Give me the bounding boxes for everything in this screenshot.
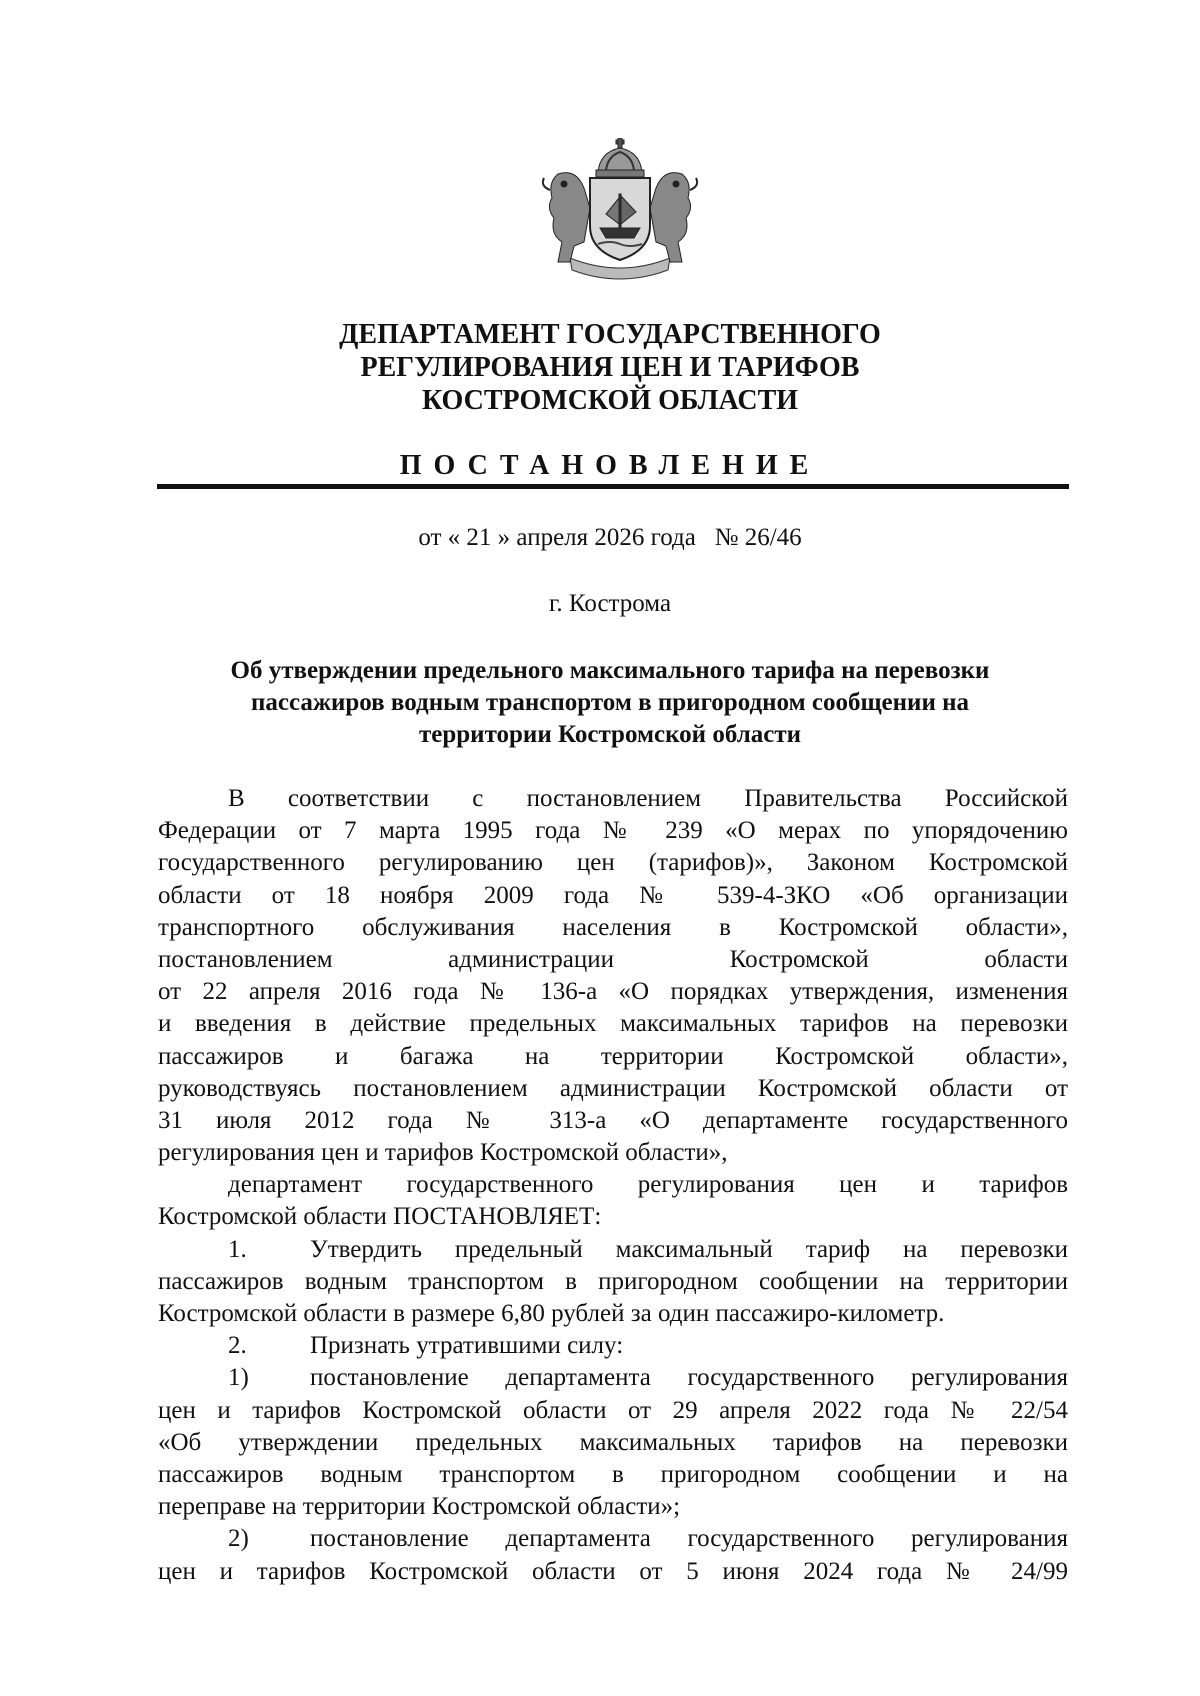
resolve-line-1: департамент государственного регулирования цен и тарифов	[228, 1171, 1068, 1199]
item-2	[158, 1330, 1068, 1362]
item-1-line-1: Утвердить предельный максимальный тариф на перевозки	[310, 1235, 1068, 1263]
document-date-number: от « 21 » апреля 2026 года № 26/46	[418, 524, 802, 551]
resolve-line-2: Костромской области ПОСТАНОВЛЯЕТ:	[158, 1203, 602, 1231]
department-line-2: РЕГУЛИРОВАНИЯ ЦЕН И ТАРИФОВ	[360, 352, 860, 383]
item-1	[158, 1234, 1068, 1266]
preamble-line-3: государственного регулированию цен (тарифов)», Законом Костромской	[158, 849, 1068, 877]
subitem-1-number: 1)	[228, 1364, 249, 1392]
subitem-1-line-5: переправе на территории Костромской области»;	[158, 1493, 681, 1521]
item-2-text: Признать утратившими силу:	[310, 1332, 624, 1360]
subitem-1-line-3: «Об утверждении предельных максимальных тарифов на перевозки	[158, 1428, 1068, 1456]
subitem-2-line-1: постановление департамента государственного регулирования	[310, 1525, 1068, 1553]
item-2-number: 2.	[228, 1332, 247, 1360]
preamble-line-5: транспортного обслуживания населения в Костромской области»,	[158, 913, 1068, 941]
preamble-line-12: регулирования цен и тарифов Костромской области»,	[158, 1139, 728, 1167]
document-city: г. Кострома	[548, 590, 672, 617]
preamble-line-7: от 22 апреля 2016 года № 136-а «О порядках утверждения, изменения	[158, 978, 1068, 1006]
preamble-line-2: Федерации от 7 марта 1995 года № 239 «О мерах по упорядочению	[158, 817, 1068, 845]
preamble-line-8: и введения в действие предельных максимальных тарифов на перевозки	[158, 1010, 1068, 1038]
subitem-1-line-2: цен и тарифов Костромской области от 29 апреля 2022 года № 22/54	[158, 1396, 1068, 1424]
subitem-1-line-4: пассажиров водным транспортом в пригородном сообщении и на	[158, 1460, 1068, 1488]
document-body	[158, 783, 1068, 1588]
document-type-title: ПОСТАНОВЛЕНИЕ	[399, 450, 821, 481]
subitem-2	[158, 1523, 1068, 1555]
preamble-line-6: постановлением администрации Костромской области	[158, 945, 1068, 973]
item-1-number: 1.	[228, 1235, 247, 1263]
subitem-1-line-1: постановление департамента государственного регулирования	[310, 1364, 1068, 1392]
subitem-2-number: 2)	[228, 1525, 249, 1553]
subitem-2-line-2: цен и тарифов Костромской области от 5 июня 2024 года № 24/99	[158, 1557, 1068, 1585]
subject-line-3: территории Костромской области	[418, 721, 802, 748]
subject-line-2: пассажиров водным транспортом в пригородном сообщении на	[250, 689, 970, 716]
department-line-3: КОСТРОМСКОЙ ОБЛАСТИ	[421, 385, 799, 416]
department-name	[150, 318, 1070, 417]
item-1-line-3: Костромской области в размере 6,80 рублей за один пассажиро-километр.	[158, 1300, 945, 1327]
department-line-1: ДЕПАРТАМЕНТ ГОСУДАРСТВЕННОГО	[339, 319, 881, 350]
preamble-line-9: пассажиров и багажа на территории Костромской области»,	[158, 1042, 1068, 1070]
preamble-line-1: В соответствии с постановлением Правительства Российской	[228, 785, 1068, 812]
preamble-line-10: руководствуясь постановлением администрации Костромской области от	[158, 1074, 1068, 1102]
preamble-line-11: 31 июля 2012 года № 313-а «О департаменте государственного	[158, 1106, 1068, 1134]
preamble-line-4: области от 18 ноября 2009 года № 539-4-ЗКО «Об организации	[158, 881, 1068, 909]
document-subject	[150, 655, 1070, 751]
coat-of-arms-emblem	[540, 138, 700, 283]
item-1-line-2: пассажиров водным транспортом в пригородном сообщении на территории	[158, 1267, 1068, 1295]
subject-line-1: Об утверждении предельного максимального тарифа на перевозки	[230, 657, 990, 684]
header-divider	[157, 484, 1069, 489]
subitem-1	[158, 1362, 1068, 1394]
